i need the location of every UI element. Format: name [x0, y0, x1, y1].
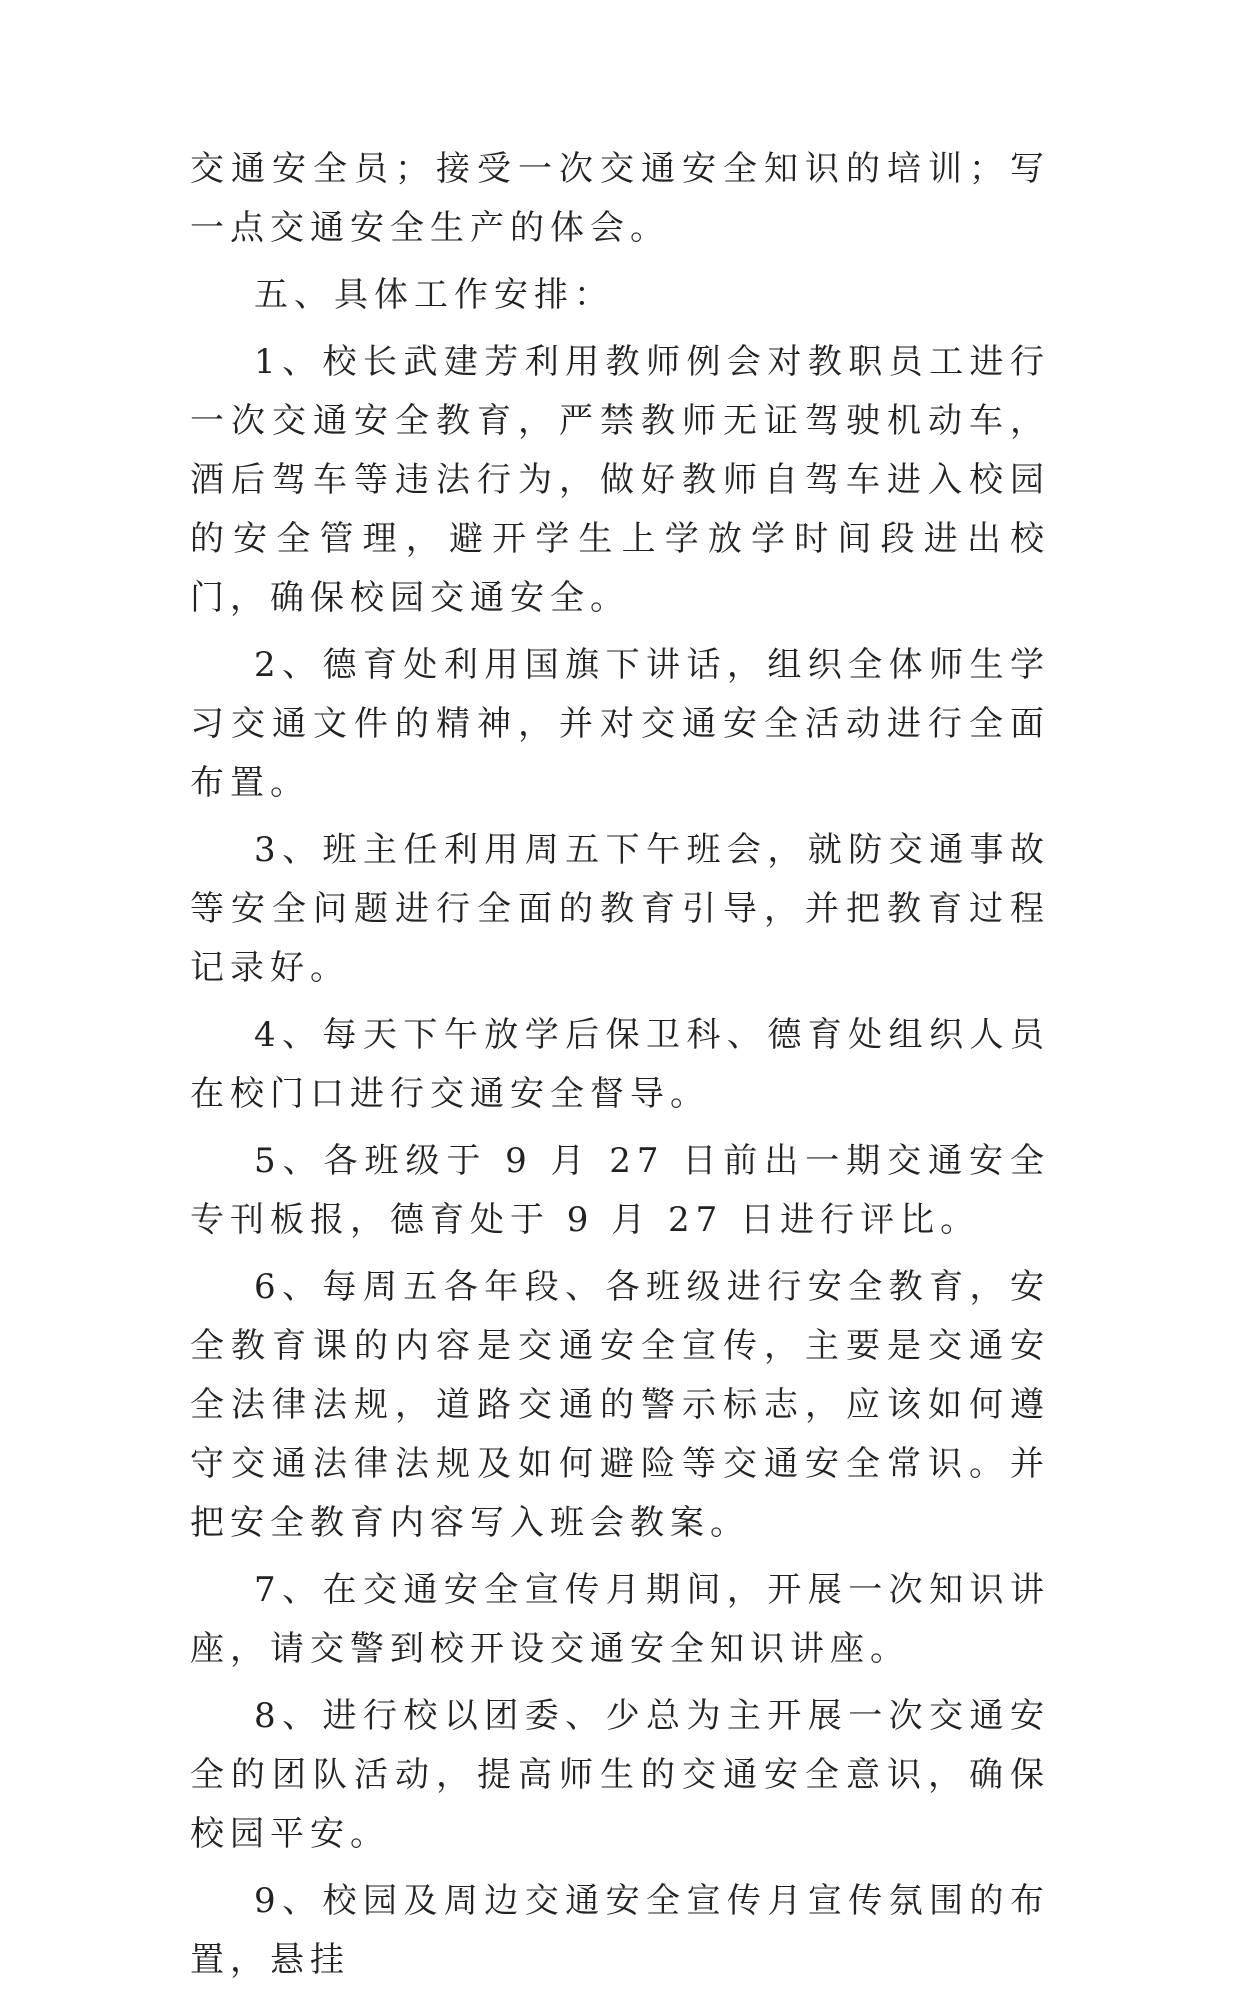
list-item-6: 6、每周五各年段、各班级进行安全教育，安全教育课的内容是交通安全宣传，主要是交通安全法律法规，道路交通的警示标志，应该如何遵守交通法律法规及如何避险等交通安全常识。并把安全教育内容写入班会教案。	[190, 1267, 1050, 1543]
list-item-7: 7、在交通安全宣传月期间，开展一次知识讲座，请交警到校开设交通安全知识讲座。	[190, 1570, 1050, 1669]
section-heading-work-arrangement: 五、具体工作安排：	[254, 275, 614, 315]
paragraph-continuation: 交通安全员；接受一次交通安全知识的培训；写一点交通安全生产的体会。	[190, 149, 1050, 248]
list-item-9: 9、校园及周边交通安全宣传月宣传氛围的布置，悬挂	[190, 1881, 1050, 1980]
list-item-5: 5、各班级于 9 月 27 日前出一期交通安全专刊板报，德育处于 9 月 27 日进行评比。	[190, 1141, 1050, 1240]
document-page	[190, 140, 1050, 1990]
list-item-8: 8、进行校以团委、少总为主开展一次交通安全的团队活动，提高师生的交通安全意识，确保校园平安。	[190, 1696, 1050, 1854]
list-item-1: 1、校长武建芳利用教师例会对教职员工进行一次交通安全教育，严禁教师无证驾驶机动车，酒后驾车等违法行为，做好教师自驾车进入校园的安全管理，避开学生上学放学时间段进出校门，确保校园交通安全。	[190, 342, 1050, 618]
list-item-3: 3、班主任利用周五下午班会，就防交通事故等安全问题进行全面的教育引导，并把教育过程记录好。	[190, 830, 1050, 988]
list-item-4: 4、每天下午放学后保卫科、德育处组织人员在校门口进行交通安全督导。	[190, 1015, 1050, 1114]
list-item-2: 2、德育处利用国旗下讲话，组织全体师生学习交通文件的精神，并对交通安全活动进行全面布置。	[190, 645, 1050, 803]
